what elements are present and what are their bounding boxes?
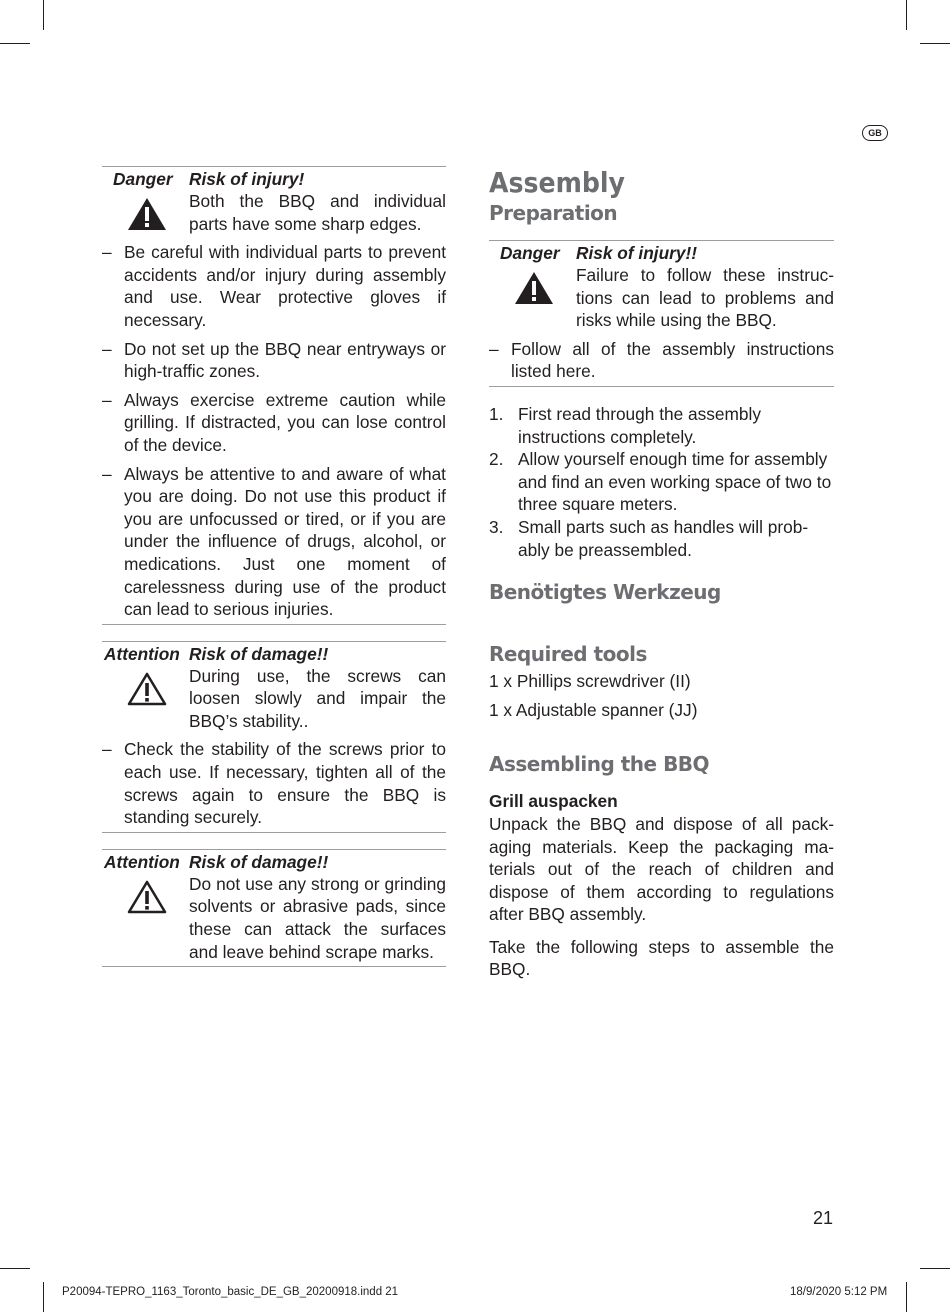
crop-mark	[43, 0, 44, 30]
attention-box-solvents	[102, 849, 446, 967]
attention-label: Attention	[104, 851, 180, 872]
crop-mark	[906, 1282, 907, 1312]
footer-file: P20094-TEPRO_1163_Toronto_basic_DE_GB_20200918.indd 21	[62, 1286, 399, 1298]
warning-triangle-filled-icon	[126, 196, 168, 232]
warning-body	[489, 264, 834, 332]
list-item	[489, 448, 834, 516]
warning-box-sharp-edges	[102, 166, 446, 625]
step-number: 3.	[489, 516, 504, 537]
attention-body	[102, 665, 446, 733]
right-column	[489, 166, 834, 991]
list-item	[489, 516, 834, 561]
warning-triangle-filled-icon	[513, 270, 555, 306]
attention-label: Attention	[104, 643, 180, 664]
list-item: – Always be attentive to and aware of what you are doing. Do not use this product if you are unfocussed or tired, or if you are under the influence of drugs, alcohol, or medications. Just one moment of carelessness during use of the product can lead to serious injuries.	[102, 463, 446, 621]
left-column	[102, 166, 446, 983]
attention-title: Risk of damage!!	[189, 643, 329, 664]
warning-header	[489, 242, 834, 264]
step-number: 2.	[489, 449, 504, 470]
crop-mark	[920, 1268, 950, 1269]
warning-text: Both the BBQ and individual parts have some sharp edges.	[189, 191, 446, 234]
warning-title: Risk of injury!!	[576, 243, 697, 263]
warning-label: Danger	[500, 243, 560, 263]
assembling-heading: Assembling the BBQ	[489, 752, 710, 777]
step-number: 1.	[489, 403, 504, 424]
list-item: – Always exercise extreme caution while grilling. If distracted, you can lose control of the device.	[102, 389, 446, 457]
steps-intro-text: Take the following steps to assemble the BBQ.	[489, 936, 834, 980]
crop-mark	[0, 43, 30, 44]
attention-text: Do not use any strong or grinding solvents or abrasive pads, since these can attack the surfaces and leave behind scrape marks.	[189, 873, 446, 962]
step-text: Allow yourself enough time for assembly and find an even working space of two to three square meters.	[518, 449, 832, 515]
attention-header	[102, 643, 446, 665]
warning-label: Danger	[113, 169, 173, 189]
attention-header	[102, 851, 446, 873]
section-heading: Assembly	[489, 166, 625, 199]
step-text: Small parts such as handles will probably be preassembled.	[518, 516, 809, 560]
list-item: – Follow all of the assembly instructions listed here.	[489, 338, 834, 383]
warning-text: Failure to follow these instructions can lead to problems and risks while using the BBQ.	[576, 265, 834, 331]
warning-title: Risk of injury!	[189, 169, 305, 189]
tools-heading-de: Benötigtes Werkzeug	[489, 580, 721, 605]
language-badge: GB	[862, 125, 888, 141]
crop-mark	[906, 0, 907, 30]
crop-mark	[0, 1268, 30, 1269]
warning-header	[102, 168, 446, 190]
warning-triangle-outline-icon	[126, 879, 168, 915]
unpack-title: Grill auspacken	[489, 791, 618, 812]
tool-item: 1 x Adjustable spanner (JJ)	[489, 699, 698, 720]
warning-body	[102, 190, 446, 235]
warning-box-instructions	[489, 240, 834, 387]
list-item: – Do not set up the BBQ near entryways or high-traffic zones.	[102, 338, 446, 383]
list-item	[489, 403, 834, 448]
list-item: – Check the stability of the screws prior to each use. If necessary, tighten all of the screws again to ensure the BBQ is standing securely.	[102, 738, 446, 828]
tools-heading-en: Required tools	[489, 642, 647, 667]
subsection-heading: Preparation	[489, 201, 618, 225]
list-item: – Be careful with individual parts to prevent accidents and/or injury during assembly and use. Wear protective gloves if necessary.	[102, 241, 446, 331]
attention-box-screws	[102, 641, 446, 833]
page-number: 21	[813, 1208, 834, 1228]
attention-title: Risk of damage!!	[189, 851, 329, 872]
attention-body	[102, 873, 446, 963]
footer-date: 18/9/2020 5:12 PM	[790, 1286, 888, 1298]
tool-item: 1 x Phillips screwdriver (II)	[489, 671, 691, 692]
attention-text: During use, the screws can loosen slowly and impair the BBQ’s stability..	[189, 665, 446, 731]
crop-mark	[43, 1282, 44, 1312]
unpack-text: Unpack the BBQ and dispose of all packaging materials. Keep the packaging materials out of the reach of children and dispose of them according to regulations after BBQ assembly.	[489, 813, 834, 925]
preparation-steps	[489, 403, 834, 561]
crop-mark	[920, 43, 950, 44]
warning-triangle-outline-icon	[126, 671, 168, 707]
step-text: First read through the assembly instructions completely.	[518, 403, 762, 447]
